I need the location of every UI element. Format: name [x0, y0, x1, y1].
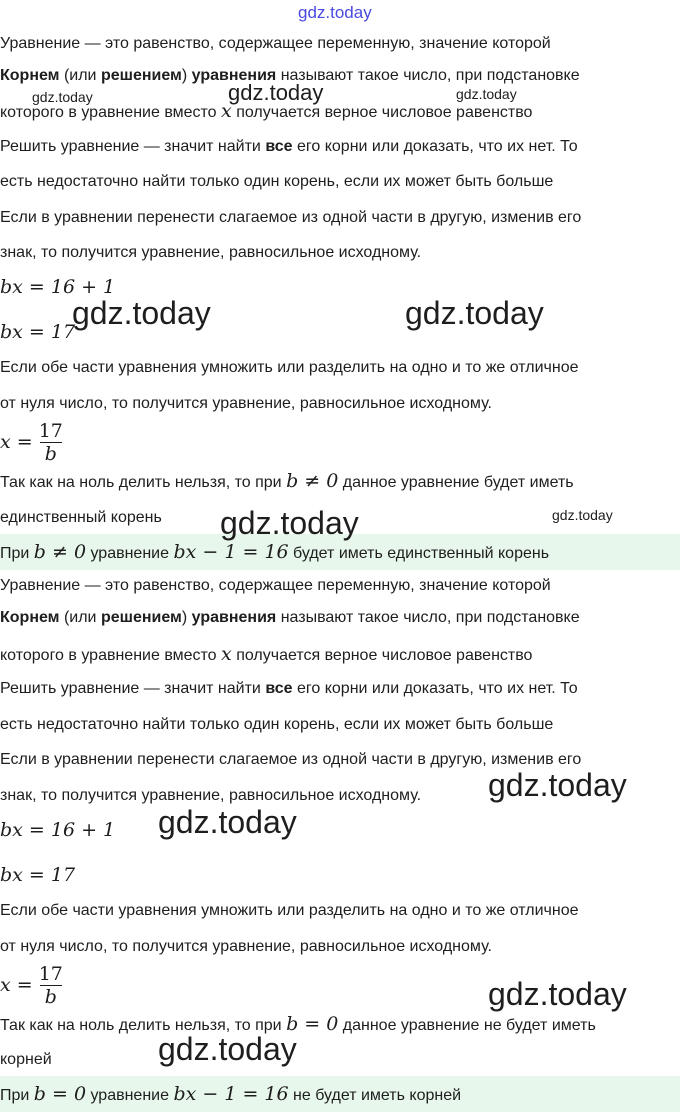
solve-definition-line2: есть недостаточно найти только один корень, если их может быть больше: [0, 173, 554, 190]
variable-x: x: [221, 100, 232, 122]
transfer-rule-line2: знак, то получится уравнение, равносильное исходному.: [0, 244, 422, 261]
equation-step-2: bx = 17: [0, 864, 76, 886]
watermark: gdz.today: [158, 1031, 297, 1067]
transfer-rule-line2: знак, то получится уравнение, равносильное исходному.: [0, 787, 422, 804]
fraction: $\frac{17}{b}$: [38, 962, 63, 1008]
divide-rule-line2: от нуля число, то получится уравнение, равносильное исходному.: [0, 395, 492, 412]
divide-rule-line1: Если обе части уравнения умножить или разделить на одно и то же отличное: [0, 902, 579, 919]
equation-step-2: bx = 17: [0, 321, 76, 343]
conclusion-line2: корней: [0, 1051, 52, 1068]
answer-line: При b = 0 уравнение bx − 1 = 16 не будет иметь корней: [0, 1083, 462, 1105]
equation-step-1: bx = 16 + 1: [0, 819, 116, 841]
fraction: $\frac{17}{b}$: [38, 419, 63, 465]
transfer-rule-line1: Если в уравнении перенести слагаемое из одной части в другую, изменив его: [0, 209, 582, 226]
root-definition-line2: которого в уравнение вместо x получается верное числовое равенство: [0, 643, 533, 665]
intro-line: Уравнение — это равенство, содержащее переменную, значение которой: [0, 577, 551, 594]
fraction-equation: x = $\frac{17}{b}$: [0, 962, 63, 1008]
conclusion-line2: единственный корень: [0, 509, 162, 526]
watermark: gdz.today: [228, 80, 324, 105]
solve-definition-line2: есть недостаточно найти только один корень, если их может быть больше: [0, 716, 554, 733]
intro-line: Уравнение — это равенство, содержащее переменную, значение которой: [0, 35, 551, 52]
condition: b = 0: [286, 1013, 339, 1035]
watermark: gdz.today: [488, 976, 627, 1012]
watermark: gdz.today: [220, 505, 359, 541]
condition: b ≠ 0: [286, 470, 339, 492]
divide-rule-line1: Если обе части уравнения умножить или разделить на одно и то же отличное: [0, 359, 579, 376]
solve-definition-line1: Решить уравнение — значит найти все его корни или доказать, что их нет. То: [0, 138, 578, 155]
conclusion-line1: Так как на ноль делить нельзя, то при b = 0 данное уравнение не будет иметь: [0, 1013, 596, 1035]
divide-rule-line2: от нуля число, то получится уравнение, равносильное исходному.: [0, 938, 492, 955]
conclusion-line1: Так как на ноль делить нельзя, то при b ≠ 0 данное уравнение будет иметь: [0, 470, 574, 492]
fraction-equation: x = $\frac{17}{b}$: [0, 419, 63, 465]
watermark: gdz.today: [456, 86, 517, 102]
solve-definition-line1: Решить уравнение — значит найти все его корни или доказать, что их нет. То: [0, 680, 578, 697]
root-definition-line2: которого в уравнение вместо x получается верное числовое равенство: [0, 100, 533, 122]
root-definition-line1: Корнем (или решением) уравнения называют такое число, при подстановке: [0, 67, 580, 84]
watermark: gdz.today: [488, 767, 627, 803]
watermark: gdz.today: [552, 507, 613, 523]
equation-step-1: bx = 16 + 1: [0, 276, 116, 298]
answer-line: При b ≠ 0 уравнение bx − 1 = 16 будет иметь единственный корень: [0, 541, 550, 563]
root-definition-line1: Корнем (или решением) уравнения называют такое число, при подстановке: [0, 609, 580, 626]
watermark-top: gdz.today: [298, 3, 372, 22]
watermark: gdz.today: [32, 89, 93, 105]
variable-x: x: [221, 643, 232, 665]
transfer-rule-line1: Если в уравнении перенести слагаемое из одной части в другую, изменив его: [0, 751, 582, 768]
watermark: gdz.today: [158, 804, 297, 840]
watermark: gdz.today: [405, 295, 544, 331]
watermark: gdz.today: [72, 295, 211, 331]
